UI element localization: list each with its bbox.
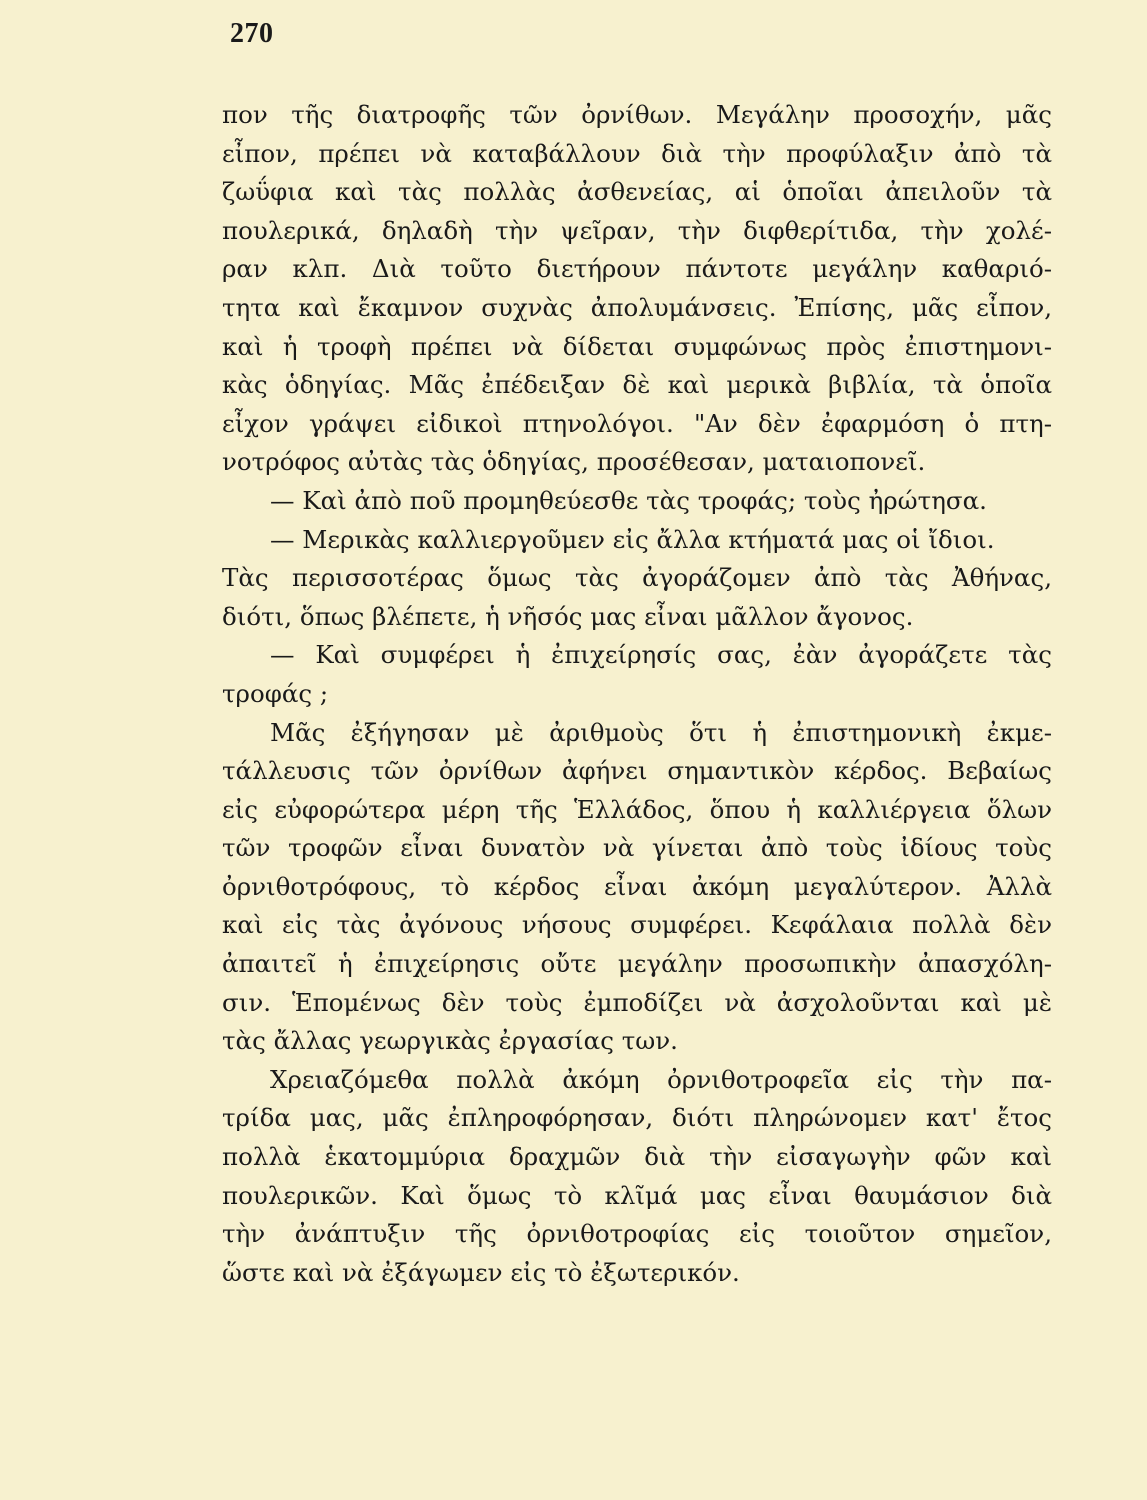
text-line: — Μερικὰς καλλιεργοῦμεν εἰς ἄλλα κτήματά μας οἱ ἴδιοι.: [270, 524, 995, 554]
text-line: ζωΰφια καὶ τὰς πολλὰς ἀσθενείας, αἱ ὁποῖαι ἀπειλοῦν τὰ: [222, 177, 1052, 207]
body-text: [222, 96, 1052, 1292]
text-line: καὶ ἡ τροφὴ πρέπει νὰ δίδεται συμφώνως πρὸς ἐπιστημονι-: [222, 331, 1052, 361]
text-line: καὶ εἰς τὰς ἀγόνους νήσους συμφέρει. Κεφάλαια πολλὰ δὲν: [222, 910, 1052, 940]
text-line: εἶπον, πρέπει νὰ καταβάλλουν διὰ τὴν προφύλαξιν ἀπὸ τὰ: [222, 138, 1052, 168]
text-line: σιν. Ἑπομένως δὲν τοὺς ἐμποδίζει νὰ ἀσχολοῦνται καὶ μὲ: [222, 987, 1052, 1017]
text-line: πον τῆς διατροφῆς τῶν ὀρνίθων. Μεγάλην προσοχήν, μᾶς: [222, 100, 1052, 129]
text-line: τάλλευσις τῶν ὀρνίθων ἀφήνει σημαντικὸν κέρδος. Βεβαίως: [222, 756, 1052, 786]
text-line: τὴν ἀνάπτυξιν τῆς ὀρνιθοτροφίας εἰς τοιοῦτον σημεῖον,: [222, 1219, 1052, 1249]
text-line: τροφάς ;: [222, 678, 329, 708]
text-line: πολλὰ ἑκατομμύρια δραχμῶν διὰ τὴν εἰσαγωγὴν φῶν καὶ: [222, 1142, 1052, 1172]
text-line: ἀπαιτεῖ ἡ ἐπιχείρησις οὔτε μεγάλην προσωπικὴν ἀπασχόλη-: [222, 949, 1052, 979]
text-line: τρίδα μας, μᾶς ἐπληροφόρησαν, διότι πληρώνομεν κατ' ἔτος: [222, 1103, 1052, 1133]
text-line: τητα καὶ ἔκαμνον συχνὰς ἀπολυμάνσεις. Ἐπίσης, μᾶς εἶπον,: [222, 292, 1052, 322]
text-line: διότι, ὅπως βλέπετε, ἡ νῆσός μας εἶναι μᾶλλον ἄγονος.: [222, 601, 914, 631]
text-line: εἶχον γράψει εἰδικοὶ πτηνολόγοι. "Αν δὲν ἐφαρμόση ὁ πτη-: [222, 408, 1052, 438]
text-line: Μᾶς ἐξήγησαν μὲ ἀριθμοὺς ὅτι ἡ ἐπιστημονικὴ ἐκμε-: [270, 717, 1052, 747]
text-line: πουλερικῶν. Καὶ ὅμως τὸ κλῖμά μας εἶναι θαυμάσιον διὰ: [222, 1180, 1052, 1210]
text-line: ὥστε καὶ νὰ ἐξάγωμεν εἰς τὸ ἐξωτερικόν.: [222, 1257, 740, 1287]
text-line: εἰς εὐφορώτερα μέρη τῆς Ἑλλάδος, ὅπου ἡ καλλιέργεια ὅλων: [222, 794, 1052, 824]
text-line: πουλερικά, δηλαδὴ τὴν ψεῖραν, τὴν διφθερίτιδα, τὴν χολέ-: [222, 215, 1052, 245]
text-line: Τὰς περισσοτέρας ὅμως τὰς ἀγοράζομεν ἀπὸ τὰς Ἀθήνας,: [222, 563, 1052, 593]
page-number: 270: [230, 18, 274, 49]
text-line: νοτρόφος αὐτὰς τὰς ὁδηγίας, προσέθεσαν, ματαιοπονεῖ.: [222, 447, 926, 477]
text-line: ὀρνιθοτρόφους, τὸ κέρδος εἶναι ἀκόμη μεγαλύτερον. Ἀλλὰ: [222, 871, 1052, 901]
text-line: — Καὶ συμφέρει ἡ ἐπιχείρησίς σας, ἐὰν ἀγοράζετε τὰς: [270, 640, 1052, 670]
text-line: — Καὶ ἀπὸ ποῦ προμηθεύεσθε τὰς τροφάς; τοὺς ἠρώτησα.: [270, 485, 987, 515]
text-line: Χρειαζόμεθα πολλὰ ἀκόμη ὀρνιθοτροφεῖα εἰς τὴν πα-: [270, 1064, 1052, 1094]
text-line: τῶν τροφῶν εἶναι δυνατὸν νὰ γίνεται ἀπὸ τοὺς ἰδίους τοὺς: [222, 833, 1052, 863]
text-line: τὰς ἄλλας γεωργικὰς ἐργασίας των.: [222, 1026, 678, 1056]
text-line: κὰς ὁδηγίας. Μᾶς ἐπέδειξαν δὲ καὶ μερικὰ βιβλία, τὰ ὁποῖα: [222, 370, 1052, 400]
text-line: ραν κλπ. Διὰ τοῦτο διετήρουν πάντοτε μεγάλην καθαριό-: [222, 254, 1052, 284]
